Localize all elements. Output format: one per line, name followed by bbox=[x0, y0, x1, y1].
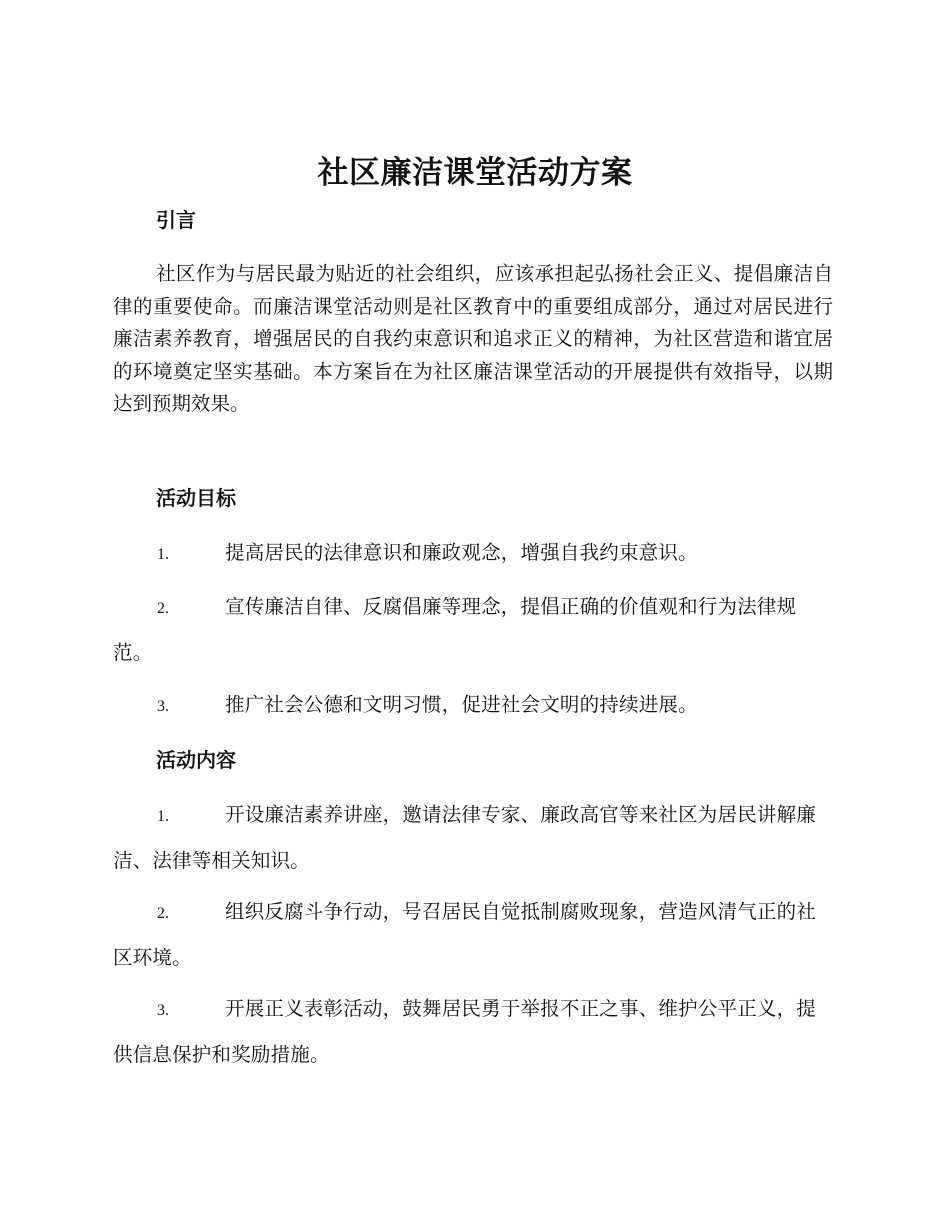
goal-item-text: 推广社会公德和文明习惯，促进社会文明的持续进展。 bbox=[225, 693, 698, 716]
content-item-text: 开设廉洁素养讲座，邀请法律专家、廉政高官等来社区为居民讲解廉洁、法律等相关知识。 bbox=[113, 803, 817, 872]
content-item bbox=[113, 890, 833, 980]
goal-item-number: 2. bbox=[157, 600, 169, 617]
goal-item bbox=[113, 683, 833, 729]
goal-item bbox=[113, 585, 833, 675]
goal-item-text: 提高居民的法律意识和廉政观念，增强自我约束意识。 bbox=[225, 541, 698, 564]
content-item-number: 2. bbox=[157, 905, 169, 922]
goal-item-number: 3. bbox=[157, 698, 169, 715]
goal-item bbox=[113, 531, 833, 577]
intro-paragraph: 社区作为与居民最为贴近的社会组织，应该承担起弘扬社会正义、提倡廉洁自律的重要使命。而廉洁课堂活动则是社区教育中的重要组成部分，通过对居民进行廉洁素养教育，增强居民的自我约束意识和追求正义的精神，为社区营造和谐宜居的环境奠定坚实基础。本方案旨在为社区廉洁课堂活动的开展提供有效指导，以期达到预期效果。 bbox=[113, 262, 833, 415]
content-item-number: 3. bbox=[157, 1002, 169, 1019]
section-heading-goals: 活动目标 bbox=[156, 486, 236, 510]
content-item bbox=[113, 793, 833, 883]
content-item-text: 开展正义表彰活动，鼓舞居民勇于举报不正之事、维护公平正义，提供信息保护和奖励措施。 bbox=[113, 997, 817, 1066]
content-item bbox=[113, 987, 833, 1077]
section-heading-intro: 引言 bbox=[156, 208, 196, 232]
document-title: 社区廉洁课堂活动方案 bbox=[317, 155, 633, 191]
content-item-text: 组织反腐斗争行动，号召居民自觉抵制腐败现象，营造风清气正的社区环境。 bbox=[113, 900, 817, 969]
section-heading-content: 活动内容 bbox=[156, 748, 236, 772]
goal-item-text: 宣传廉洁自律、反腐倡廉等理念，提倡正确的价值观和行为法律规范。 bbox=[113, 595, 797, 664]
content-item-number: 1. bbox=[157, 808, 169, 825]
goal-item-number: 1. bbox=[157, 546, 169, 563]
